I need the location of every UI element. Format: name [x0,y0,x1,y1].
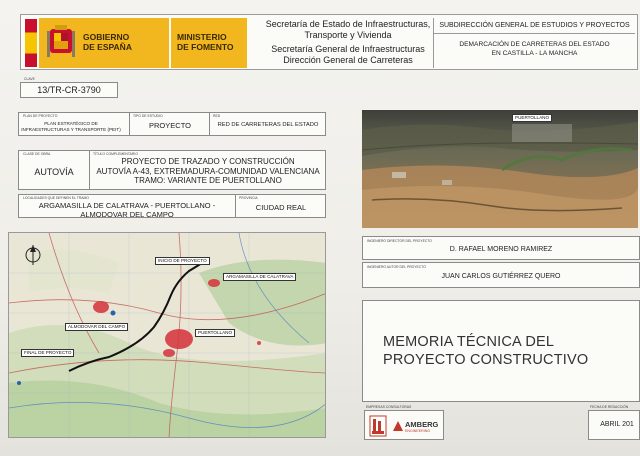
clase-value: AUTOVÍA [34,167,74,177]
localidades-line-2: ALMODOVAR DEL CAMPO [80,210,174,219]
memoria-line-2: PROYECTO CONSTRUCTIVO [383,352,589,368]
localidades-line-1: ARGAMASILLA DE CALATRAVA - PUERTOLLANO - [38,201,216,210]
amberg-text: AMBERG [405,420,439,429]
clave-label: CLAVE [24,77,35,81]
ingeniero-director-box [362,236,640,260]
secretaria-text [253,19,443,65]
consultora-logo-1-icon [369,415,387,437]
provincia-label: PROVINCIA [239,196,258,200]
red-value: RED DE CARRETERAS DEL ESTADO [217,122,319,128]
gobierno-line-1: GOBIERNO [83,32,130,42]
red-label: RED [213,114,221,118]
fecha-label: FECHA DE REDACCIÓN [590,405,629,409]
ingeniero-autor-box [362,262,640,288]
empresas-label: EMPRESAS CONSULTORAS [366,405,412,409]
fecha-box [588,410,640,440]
ingeniero-director-label: INGENIERO DIRECTOR DEL PROYECTO [367,239,432,243]
ingeniero-director-value: D. RAFAEL MORENO RAMIREZ [449,246,553,253]
clase-label: CLASE DE OBRA [23,152,51,156]
localidades-label: LOCALIDADES QUE DEFINEN EL TRAMO [23,196,89,200]
gobierno-de-espana-logo [39,18,169,68]
titulo-label: TÍTULO COMPLEMENTARIO [93,152,138,156]
consultoras-logos [364,410,444,440]
ingeniero-autor-value: JUAN CARLOS GUTIÉRREZ QUERO [441,273,561,280]
secretaria-line-4: Dirección General de Carreteras [283,54,413,65]
memoria-title [383,333,588,369]
ministerio-logo [171,18,247,68]
map-label-argamasilla: ARGAMASILLA DE CALATRAVA [223,273,296,281]
clave-value: 13/TR-CR-3790 [37,85,101,95]
secretaria-line-1: Secretaría de Estado de Infraestructuras, [265,19,431,29]
aerial-terrain-image [362,110,638,228]
subdireccion-block [433,18,635,68]
provincia-value: CIUDAD REAL [255,203,307,212]
subdireccion-title: SUBDIRECCIÓN GENERAL DE ESTUDIOS Y PROYECTOS [434,18,635,34]
gobierno-line-2: DE ESPAÑA [83,42,132,52]
demarcacion-line-1: DEMARCACIÓN DE CARRETERAS DEL ESTADO [459,41,610,48]
plan-row [18,112,326,136]
spain-flag-strip [25,19,37,67]
plan-label: PLAN DE PROYECTO [23,114,58,118]
tipo-label: TIPO DE ESTUDIO [133,114,163,118]
amberg-logo-icon [393,421,403,431]
location-map [8,232,326,438]
map-label-puertollano: PUERTOLLANO [195,329,235,337]
amberg-subtext: ENGINEERING [405,429,431,433]
fecha-value: ABRIL 201 [600,421,634,428]
ministerio-line-2: DE FOMENTO [177,42,234,52]
titulo-value [91,157,325,186]
plan-value: PLAN ESTRATÉGICO DE INFRAESTRUCTURAS Y TRANSPORTE (PEIT) [21,121,121,132]
coat-of-arms-icon [47,25,75,61]
tipo-value: PROYECTO [149,121,191,130]
memoria-line-1: MEMORIA TÉCNICA DEL [383,334,555,350]
demarcacion-line-2: EN CASTILLA - LA MANCHA [491,50,578,57]
titulo-line-3: TRAMO: VARIANTE DE PUERTOLLANO [134,176,282,185]
secretaria-line-2: Transporte y Vivienda [304,29,392,40]
secretaria-line-3: Secretaría General de Infraestructuras [271,44,425,54]
titulo-row [18,150,326,190]
header-block [20,14,638,70]
aerial-photo [362,110,638,228]
memoria-title-box [362,300,640,402]
ministerio-line-1: MINISTERIO [177,32,227,42]
localidades-row [18,194,326,218]
localidades-value [21,201,233,219]
clave-box [20,82,118,98]
map-label-final: FINAL DE PROYECTO [21,349,74,357]
ingeniero-autor-label: INGENIERO AUTOR DEL PROYECTO [367,265,426,269]
titulo-line-1: PROYECTO DE TRAZADO Y CONSTRUCCIÓN [121,157,295,166]
aerial-label-puertollano: PUERTOLLANO [512,114,552,122]
map-label-almodovar: ALMODOVAR DEL CAMPO [65,323,128,331]
titulo-line-2: AUTOVÍA A-43, EXTREMADURA-COMUNIDAD VALENCIANA [96,166,320,176]
map-label-inicio: INICIO DE PROYECTO [155,257,210,265]
gobierno-text [83,32,132,52]
